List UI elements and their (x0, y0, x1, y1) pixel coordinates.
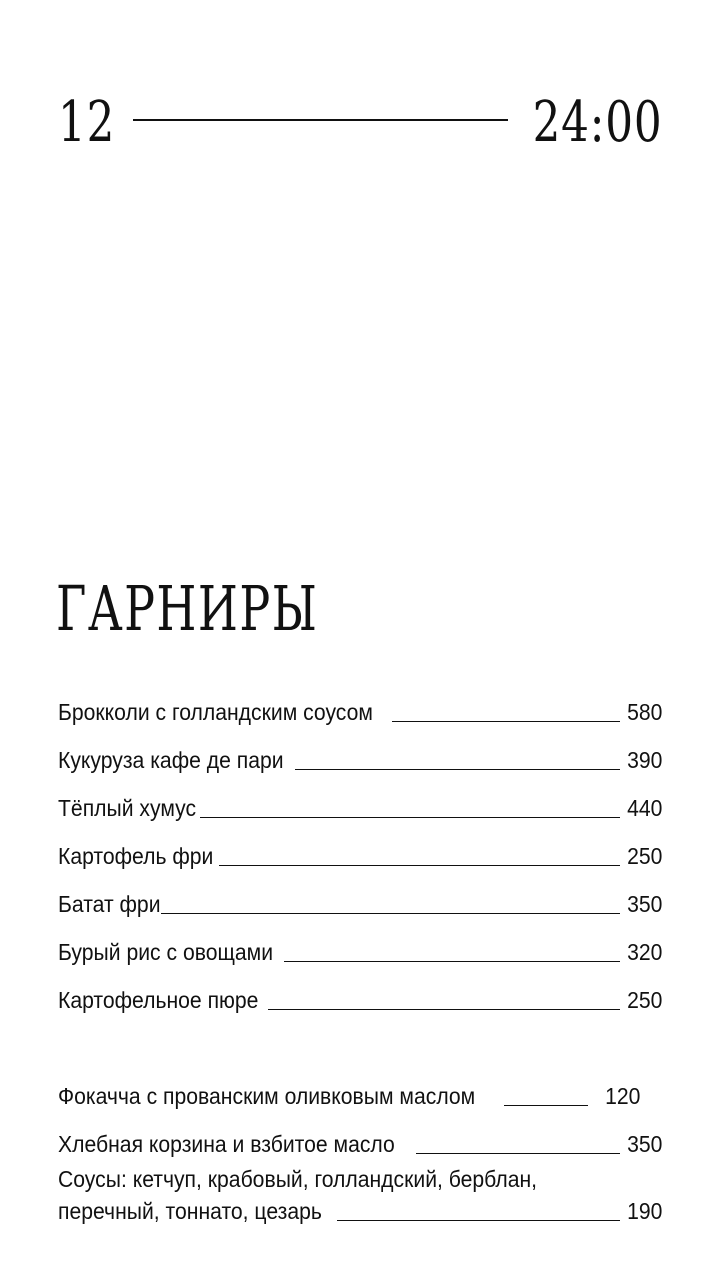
leader-line (219, 865, 620, 866)
extra-item (58, 1108, 662, 1156)
menu-item-price: 350 (626, 891, 662, 917)
extra-item-price: 120 (604, 1083, 640, 1109)
menu-item-name: Картофель фри (58, 843, 214, 869)
group-spacer (58, 1012, 662, 1060)
menu-item (58, 772, 662, 820)
menu-item (58, 724, 662, 772)
menu-item-name: Тёплый хумус (58, 795, 197, 821)
menu-item-price: 250 (626, 987, 662, 1013)
section-title: ГАРНИРЫ (56, 572, 319, 645)
menu-item-name: Картофельное пюре (58, 987, 259, 1013)
leader-line (161, 913, 619, 914)
menu-item-name: Кукуруза кафе де пари (58, 747, 284, 773)
extra-item-name: Хлебная корзина и взбитое масло (58, 1131, 395, 1157)
menu-item (58, 916, 662, 964)
leader-line (200, 817, 620, 818)
sauces-price: 190 (626, 1198, 662, 1224)
extra-item-name: Фокачча с прованским оливковым маслом (58, 1083, 476, 1109)
leader-line (392, 721, 619, 722)
menu-item-name: Бурый рис с овощами (58, 939, 274, 965)
menu-item-price: 390 (626, 747, 662, 773)
extra-item-price: 350 (626, 1131, 662, 1157)
closing-time: 24:00 (532, 90, 662, 155)
sauces-line-2-row (58, 1200, 662, 1223)
sauces-line-2: перечный, тоннато, цезарь (58, 1198, 322, 1224)
leader-line (268, 1009, 620, 1010)
menu-item-price: 580 (626, 699, 662, 725)
leader-line (416, 1153, 620, 1154)
leader-line (295, 769, 619, 770)
menu-item-price: 250 (626, 843, 662, 869)
leader-line (284, 961, 620, 962)
sauces-item (58, 1168, 662, 1223)
leader-line (504, 1105, 588, 1106)
leader-line (337, 1220, 620, 1221)
menu-item-name: Брокколи с голландским соусом (58, 699, 373, 725)
menu-item (58, 964, 662, 1012)
menu-item (58, 676, 662, 724)
menu-item-price: 440 (626, 795, 662, 821)
sauces-line-1: Соусы: кетчуп, крабовый, голландский, берблан, (58, 1166, 538, 1192)
menu-item-name: Батат фри (58, 891, 161, 917)
menu-list (58, 676, 662, 1223)
hours-divider-line (133, 119, 507, 121)
menu-item-price: 320 (626, 939, 662, 965)
opening-hours (58, 88, 662, 158)
menu-item (58, 820, 662, 868)
extra-item (58, 1060, 662, 1108)
opening-time: 12 (58, 90, 116, 155)
menu-item (58, 868, 662, 916)
sauces-text (58, 1168, 662, 1223)
